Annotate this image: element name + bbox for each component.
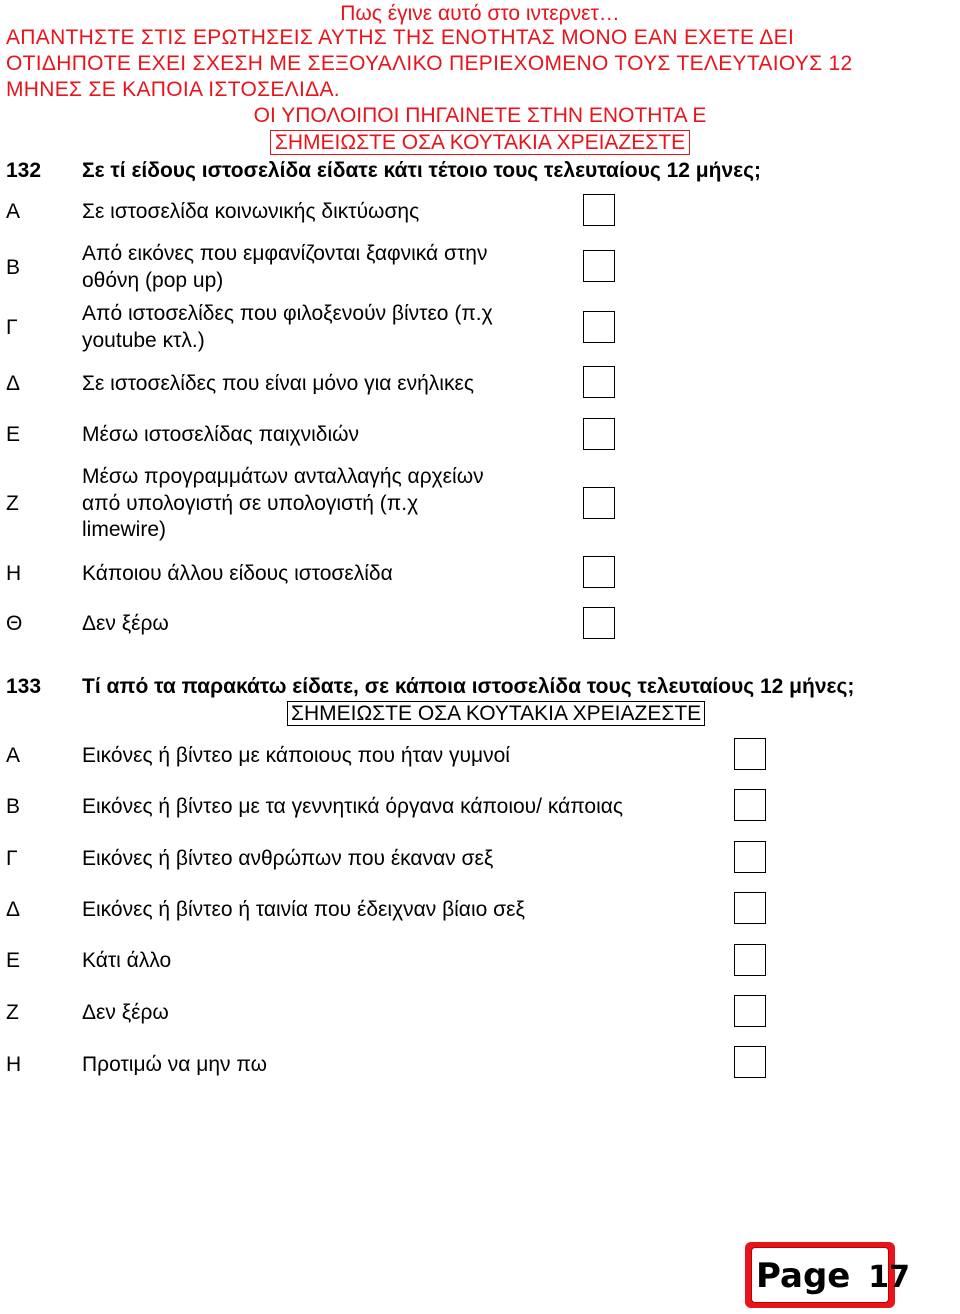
checkbox[interactable]: [583, 418, 615, 450]
instruction-banner: [0, 131, 960, 155]
others-note: ΟΙ ΥΠΟΛΟΙΠΟΙ ΠΗΓΑΙΝΕΤΕ ΣΤΗΝ ΕΝΟΤΗΤΑ Ε: [253, 104, 707, 127]
option-label: Προτιμώ να μην πω: [82, 1053, 267, 1076]
option-letter: Α: [6, 744, 21, 767]
question-number-132: 132: [6, 159, 42, 182]
option-label: Εικόνες ή βίντεο με τα γεννητικά όργανα κάποιου/ κάποιας: [82, 795, 624, 818]
option-letter: Ζ: [6, 1001, 19, 1024]
option-letter: Ε: [6, 949, 21, 972]
page-badge: [745, 1242, 910, 1308]
checkbox[interactable]: [734, 841, 766, 873]
option-label: Δεν ξέρω: [82, 1001, 169, 1024]
option-label: Σε ιστοσελίδα κοινωνικής δικτύωσης: [82, 200, 420, 223]
checkbox[interactable]: [734, 995, 766, 1027]
checkbox[interactable]: [583, 556, 615, 588]
checkbox[interactable]: [583, 194, 615, 226]
option-letter: Β: [6, 795, 21, 818]
warning-line-2: ΟΤΙΔΗΠΟΤΕ ΕΧΕΙ ΣΧΕΣΗ ΜΕ ΣΕΞΟΥΑΛΙΚΟ ΠΕΡΙΕΧΟΜΕΝΟ ΤΟΥΣ ΤΕΛΕΥΤΑΙΟΥΣ 12: [6, 52, 853, 75]
option-letter: Γ: [6, 847, 18, 870]
option-label-continued-2: limewire): [82, 518, 166, 541]
option-label: Μέσω προγραμμάτων ανταλλαγής αρχείων: [82, 465, 484, 488]
checkbox[interactable]: [734, 1046, 766, 1078]
option-label: Εικόνες ή βίντεο με κάποιους που ήταν γυμνοί: [82, 744, 510, 767]
option-letter: Δ: [6, 898, 21, 921]
option-label-continued: youtube κτλ.): [82, 329, 205, 352]
page-label: Page: [756, 1256, 851, 1296]
option-label: Κάτι άλλο: [82, 949, 172, 972]
q133-instruction: [287, 702, 705, 726]
option-label: Σε ιστοσελίδες που είναι μόνο για ενήλικες: [82, 372, 474, 395]
page-number: 17: [868, 1260, 910, 1295]
option-label: Εικόνες ή βίντεο ανθρώπων που έκαναν σεξ: [82, 847, 494, 870]
option-label: Από εικόνες που εμφανίζονται ξαφνικά στην: [82, 242, 488, 265]
option-letter: Α: [6, 200, 21, 223]
option-label: Μέσω ιστοσελίδας παιχνιδιών: [82, 423, 360, 446]
option-letter: Η: [6, 1053, 22, 1076]
warning-line-3: ΜΗΝΕΣ ΣΕ ΚΑΠΟΙΑ ΙΣΤΟΣΕΛΙΔΑ.: [6, 78, 340, 101]
option-label: Κάποιου άλλου είδους ιστοσελίδα: [82, 562, 393, 585]
option-label: Από ιστοσελίδες που φιλοξενούν βίντεο (π.χ: [82, 302, 493, 325]
question-text-133: Τί από τα παρακάτω είδατε, σε κάποια ιστοσελίδα τους τελευταίους 12 μήνες;: [82, 675, 855, 698]
option-label-continued: από υπολογιστή σε υπολογιστή (π.χ: [82, 492, 419, 515]
question-number-133: 133: [6, 675, 42, 698]
checkbox[interactable]: [583, 607, 615, 639]
option-label-continued: οθόνη (pop up): [82, 269, 224, 292]
option-label: Δεν ξέρω: [82, 612, 169, 635]
option-label: Εικόνες ή βίντεο ή ταινία που έδειχναν βίαιο σεξ: [82, 898, 525, 921]
checkbox[interactable]: [734, 789, 766, 821]
option-letter: Ζ: [6, 492, 19, 515]
checkbox[interactable]: [583, 366, 615, 398]
checkbox[interactable]: [734, 944, 766, 976]
option-letter: Ε: [6, 423, 21, 446]
warning-line-1: ΑΠΑΝΤΗΣΤΕ ΣΤΙΣ ΕΡΩΤΗΣΕΙΣ ΑΥΤΗΣ ΤΗΣ ΕΝΟΤΗΤΑΣ ΜΟΝΟ ΕΑΝ ΕΧΕΤΕ ΔΕΙ: [6, 26, 795, 49]
instruction-text: ΣΗΜΕΙΩΣΤΕ ΟΣΑ ΚΟΥΤΑΚΙΑ ΧΡΕΙΑΖΕΣΤΕ: [270, 130, 690, 155]
option-letter: Θ: [6, 612, 23, 635]
section-title: Πως έγινε αυτό στο ιντερνετ…: [340, 2, 620, 25]
option-letter: Η: [6, 562, 22, 585]
option-letter: Δ: [6, 372, 21, 395]
option-letter: Β: [6, 256, 21, 279]
checkbox[interactable]: [734, 738, 766, 770]
checkbox[interactable]: [583, 487, 615, 519]
checkbox[interactable]: [734, 892, 766, 924]
page-badge-inner: [751, 1247, 910, 1303]
checkbox[interactable]: [583, 311, 615, 343]
option-letter: Γ: [6, 316, 18, 339]
question-text-132: Σε τί είδους ιστοσελίδα είδατε κάτι τέτοιο τους τελευταίους 12 μήνες;: [82, 159, 762, 182]
q133-instruction-text: ΣΗΜΕΙΩΣΤΕ ΟΣΑ ΚΟΥΤΑΚΙΑ ΧΡΕΙΑΖΕΣΤΕ: [287, 701, 705, 726]
checkbox[interactable]: [583, 250, 615, 282]
